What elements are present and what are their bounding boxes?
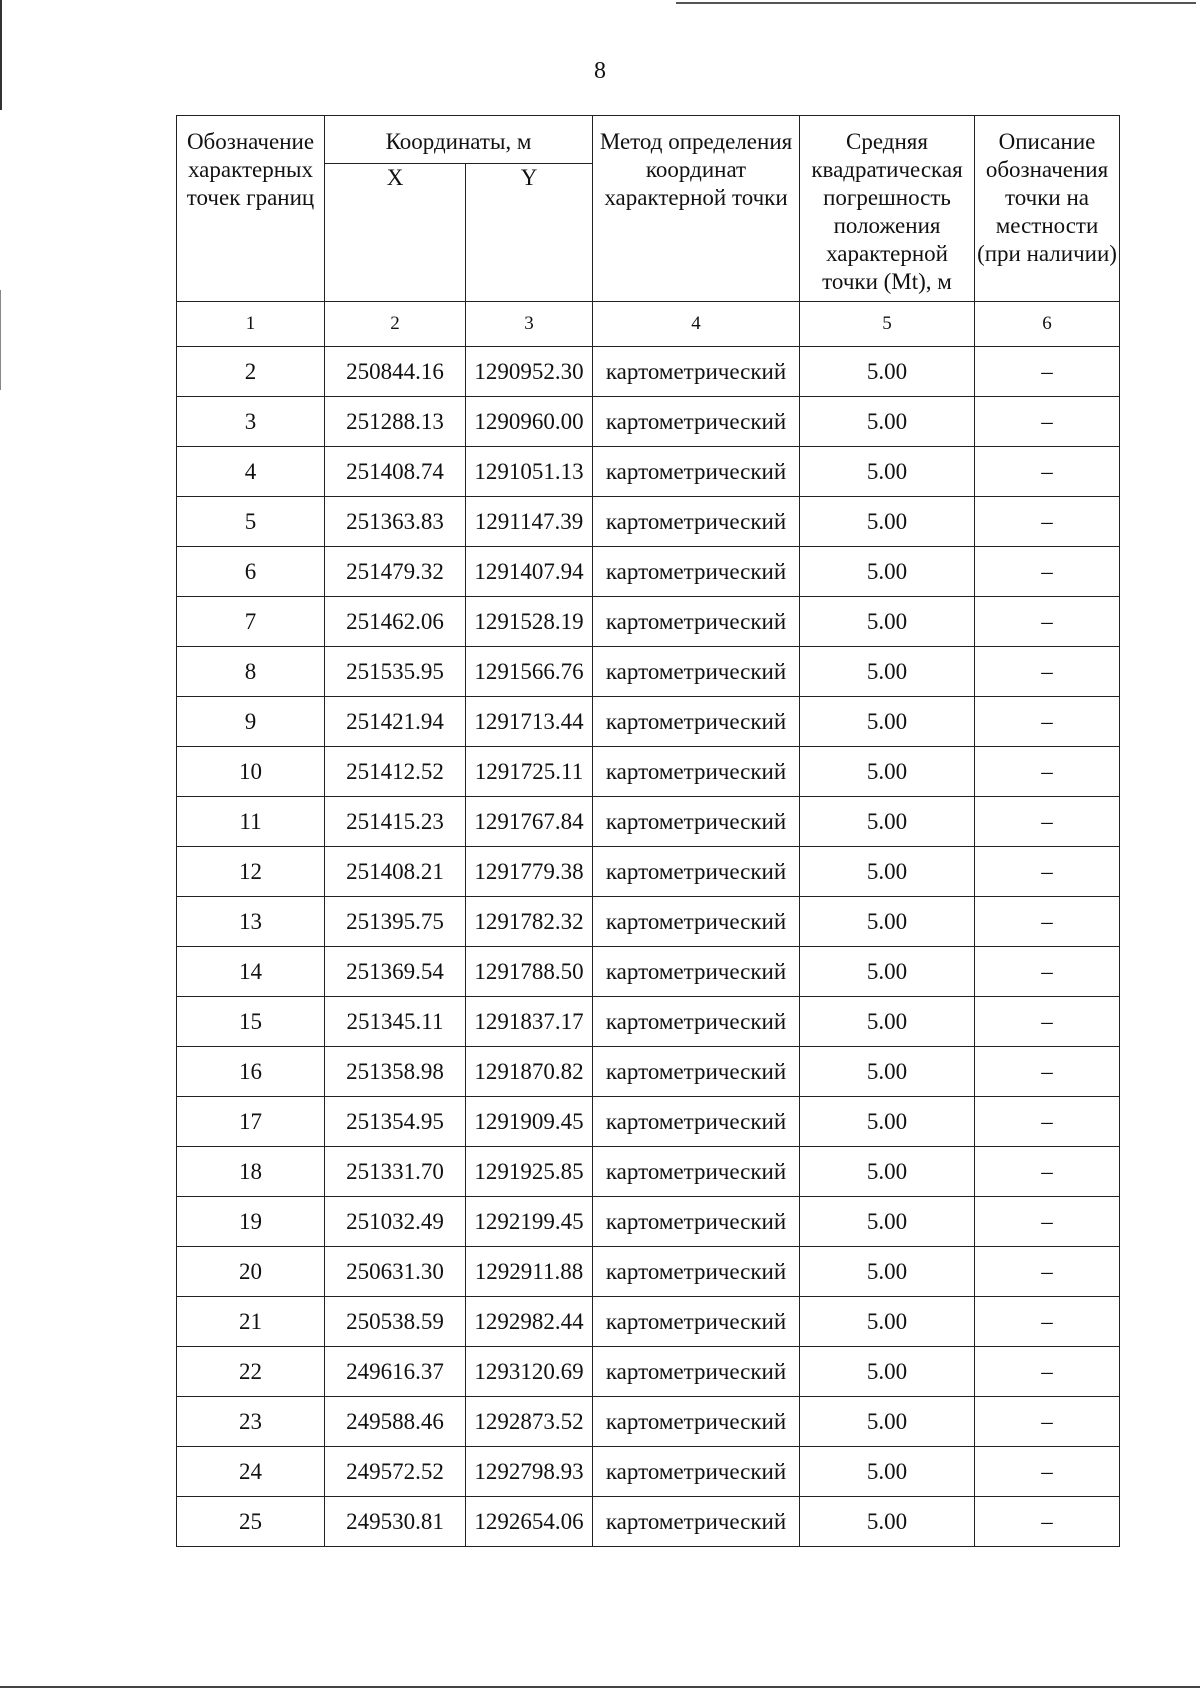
cell-method: картометрический xyxy=(593,647,800,697)
cell-x: 251462.06 xyxy=(325,597,466,647)
cell-point: 25 xyxy=(177,1497,325,1547)
cell-x: 249572.52 xyxy=(325,1447,466,1497)
cell-description: – xyxy=(975,797,1120,847)
cell-description: – xyxy=(975,1297,1120,1347)
cell-method: картометрический xyxy=(593,897,800,947)
cell-mt: 5.00 xyxy=(800,1497,975,1547)
cell-method: картометрический xyxy=(593,1497,800,1547)
cell-mt: 5.00 xyxy=(800,1047,975,1097)
cell-y: 1290960.00 xyxy=(466,397,593,447)
cell-point: 11 xyxy=(177,797,325,847)
cell-method: картометрический xyxy=(593,1247,800,1297)
cell-y: 1291528.19 xyxy=(466,597,593,647)
table-row xyxy=(177,1147,1120,1197)
cell-mt: 5.00 xyxy=(800,1197,975,1247)
cell-point: 12 xyxy=(177,847,325,897)
scan-edge-top xyxy=(676,2,1196,4)
cell-mt: 5.00 xyxy=(800,347,975,397)
table-row xyxy=(177,797,1120,847)
cell-y: 1292911.88 xyxy=(466,1247,593,1297)
table-row xyxy=(177,1097,1120,1147)
cell-description: – xyxy=(975,1447,1120,1497)
cell-mt: 5.00 xyxy=(800,497,975,547)
table-body xyxy=(177,302,1120,1547)
cell-description: – xyxy=(975,497,1120,547)
cell-x: 249616.37 xyxy=(325,1347,466,1397)
cell-mt: 5.00 xyxy=(800,747,975,797)
table-row xyxy=(177,1497,1120,1547)
cell-y: 1292654.06 xyxy=(466,1497,593,1547)
cell-x: 251369.54 xyxy=(325,947,466,997)
cell-x: 251032.49 xyxy=(325,1197,466,1247)
cell-description: – xyxy=(975,997,1120,1047)
cell-description: – xyxy=(975,847,1120,897)
cell-y: 1291925.85 xyxy=(466,1147,593,1197)
cell-y: 1290952.30 xyxy=(466,347,593,397)
cell-point: 18 xyxy=(177,1147,325,1197)
cell-y: 1292873.52 xyxy=(466,1397,593,1447)
cell-method: картометрический xyxy=(593,547,800,597)
cell-point: 20 xyxy=(177,1247,325,1297)
cell-x: 251421.94 xyxy=(325,697,466,747)
table-row xyxy=(177,747,1120,797)
cell-mt: 5.00 xyxy=(800,397,975,447)
cell-x: 251363.83 xyxy=(325,497,466,547)
header-description: Описание обозначения точки на местности (при наличии) xyxy=(975,116,1120,302)
cell-method: картометрический xyxy=(593,847,800,897)
cell-description: – xyxy=(975,1097,1120,1147)
table-row xyxy=(177,697,1120,747)
cell-mt: 5.00 xyxy=(800,897,975,947)
table-row xyxy=(177,1297,1120,1347)
cell-x: 251408.74 xyxy=(325,447,466,497)
cell-point: 7 xyxy=(177,597,325,647)
header-y: Y xyxy=(466,164,593,302)
cell-y: 1291870.82 xyxy=(466,1047,593,1097)
scan-edge-left-lower xyxy=(0,290,1,390)
cell-method: картометрический xyxy=(593,947,800,997)
cell-mt: 5.00 xyxy=(800,947,975,997)
cell-y: 1291713.44 xyxy=(466,697,593,747)
column-number: 5 xyxy=(800,302,975,347)
cell-mt: 5.00 xyxy=(800,1147,975,1197)
cell-point: 19 xyxy=(177,1197,325,1247)
scan-edge-bottom xyxy=(0,1686,1200,1688)
cell-method: картометрический xyxy=(593,1297,800,1347)
cell-y: 1291147.39 xyxy=(466,497,593,547)
cell-point: 15 xyxy=(177,997,325,1047)
cell-point: 9 xyxy=(177,697,325,747)
header-point: Обозначение характерных точек границ xyxy=(177,116,325,302)
cell-mt: 5.00 xyxy=(800,997,975,1047)
cell-point: 22 xyxy=(177,1347,325,1397)
cell-point: 21 xyxy=(177,1297,325,1347)
cell-x: 250844.16 xyxy=(325,347,466,397)
cell-description: – xyxy=(975,747,1120,797)
table-row xyxy=(177,547,1120,597)
cell-method: картометрический xyxy=(593,997,800,1047)
cell-description: – xyxy=(975,397,1120,447)
cell-method: картометрический xyxy=(593,1147,800,1197)
cell-y: 1292798.93 xyxy=(466,1447,593,1497)
cell-x: 251354.95 xyxy=(325,1097,466,1147)
cell-method: картометрический xyxy=(593,1347,800,1397)
cell-y: 1291782.32 xyxy=(466,897,593,947)
cell-description: – xyxy=(975,1047,1120,1097)
cell-x: 251288.13 xyxy=(325,397,466,447)
cell-method: картометрический xyxy=(593,1447,800,1497)
header-method: Метод определения координат характерной точки xyxy=(593,116,800,302)
cell-description: – xyxy=(975,697,1120,747)
column-number: 3 xyxy=(466,302,593,347)
cell-mt: 5.00 xyxy=(800,1397,975,1447)
header-coordinates: Координаты, м xyxy=(325,116,593,164)
cell-mt: 5.00 xyxy=(800,647,975,697)
table-row xyxy=(177,397,1120,447)
cell-y: 1291725.11 xyxy=(466,747,593,797)
cell-point: 24 xyxy=(177,1447,325,1497)
cell-point: 23 xyxy=(177,1397,325,1447)
cell-x: 251408.21 xyxy=(325,847,466,897)
cell-x: 250631.30 xyxy=(325,1247,466,1297)
cell-description: – xyxy=(975,897,1120,947)
cell-mt: 5.00 xyxy=(800,697,975,747)
cell-description: – xyxy=(975,1397,1120,1447)
cell-point: 3 xyxy=(177,397,325,447)
cell-mt: 5.00 xyxy=(800,1447,975,1497)
cell-method: картометрический xyxy=(593,497,800,547)
cell-mt: 5.00 xyxy=(800,597,975,647)
cell-point: 17 xyxy=(177,1097,325,1147)
cell-x: 249588.46 xyxy=(325,1397,466,1447)
cell-mt: 5.00 xyxy=(800,1347,975,1397)
cell-method: картометрический xyxy=(593,597,800,647)
table-row xyxy=(177,647,1120,697)
cell-mt: 5.00 xyxy=(800,547,975,597)
cell-x: 249530.81 xyxy=(325,1497,466,1547)
column-number: 1 xyxy=(177,302,325,347)
cell-point: 16 xyxy=(177,1047,325,1097)
cell-description: – xyxy=(975,1147,1120,1197)
cell-description: – xyxy=(975,597,1120,647)
cell-y: 1291051.13 xyxy=(466,447,593,497)
cell-x: 251331.70 xyxy=(325,1147,466,1197)
cell-mt: 5.00 xyxy=(800,1297,975,1347)
cell-method: картометрический xyxy=(593,697,800,747)
cell-y: 1291837.17 xyxy=(466,997,593,1047)
cell-x: 251345.11 xyxy=(325,997,466,1047)
cell-point: 5 xyxy=(177,497,325,547)
page-number: 8 xyxy=(594,58,606,84)
cell-mt: 5.00 xyxy=(800,1247,975,1297)
cell-mt: 5.00 xyxy=(800,1097,975,1147)
table-row xyxy=(177,897,1120,947)
cell-x: 251395.75 xyxy=(325,897,466,947)
cell-description: – xyxy=(975,647,1120,697)
scan-edge-left xyxy=(0,0,2,110)
cell-y: 1293120.69 xyxy=(466,1347,593,1397)
table-row xyxy=(177,597,1120,647)
table-row xyxy=(177,347,1120,397)
header-row xyxy=(177,116,1120,164)
cell-point: 4 xyxy=(177,447,325,497)
cell-y: 1291767.84 xyxy=(466,797,593,847)
table-row xyxy=(177,1247,1120,1297)
cell-x: 251415.23 xyxy=(325,797,466,847)
table-row xyxy=(177,1197,1120,1247)
column-number: 2 xyxy=(325,302,466,347)
cell-x: 251412.52 xyxy=(325,747,466,797)
column-number: 6 xyxy=(975,302,1120,347)
cell-method: картометрический xyxy=(593,797,800,847)
cell-y: 1292982.44 xyxy=(466,1297,593,1347)
cell-method: картометрический xyxy=(593,1197,800,1247)
cell-mt: 5.00 xyxy=(800,797,975,847)
cell-method: картометрический xyxy=(593,1397,800,1447)
cell-y: 1291566.76 xyxy=(466,647,593,697)
coordinates-table xyxy=(176,115,1120,1547)
cell-description: – xyxy=(975,347,1120,397)
cell-y: 1291779.38 xyxy=(466,847,593,897)
header-x: X xyxy=(325,164,466,302)
cell-description: – xyxy=(975,1497,1120,1547)
table-row xyxy=(177,1447,1120,1497)
cell-method: картометрический xyxy=(593,1047,800,1097)
table-row xyxy=(177,1397,1120,1447)
cell-y: 1292199.45 xyxy=(466,1197,593,1247)
table-row xyxy=(177,847,1120,897)
header-error: Средняя квадратическая погрешность положения характерной точки (Mt), м xyxy=(800,116,975,302)
table-row xyxy=(177,997,1120,1047)
cell-x: 251479.32 xyxy=(325,547,466,597)
column-number: 4 xyxy=(593,302,800,347)
table-row xyxy=(177,1347,1120,1397)
cell-method: картометрический xyxy=(593,747,800,797)
cell-mt: 5.00 xyxy=(800,847,975,897)
cell-point: 10 xyxy=(177,747,325,797)
cell-method: картометрический xyxy=(593,397,800,447)
cell-mt: 5.00 xyxy=(800,447,975,497)
cell-method: картометрический xyxy=(593,447,800,497)
cell-point: 13 xyxy=(177,897,325,947)
column-number-row xyxy=(177,302,1120,347)
cell-description: – xyxy=(975,1197,1120,1247)
cell-point: 6 xyxy=(177,547,325,597)
cell-y: 1291407.94 xyxy=(466,547,593,597)
cell-point: 14 xyxy=(177,947,325,997)
cell-description: – xyxy=(975,547,1120,597)
table-row xyxy=(177,947,1120,997)
cell-point: 2 xyxy=(177,347,325,397)
cell-y: 1291909.45 xyxy=(466,1097,593,1147)
cell-description: – xyxy=(975,447,1120,497)
cell-x: 251358.98 xyxy=(325,1047,466,1097)
cell-method: картометрический xyxy=(593,1097,800,1147)
cell-description: – xyxy=(975,1347,1120,1397)
cell-y: 1291788.50 xyxy=(466,947,593,997)
table-row xyxy=(177,1047,1120,1097)
cell-description: – xyxy=(975,1247,1120,1297)
cell-point: 8 xyxy=(177,647,325,697)
cell-method: картометрический xyxy=(593,347,800,397)
cell-description: – xyxy=(975,947,1120,997)
cell-x: 250538.59 xyxy=(325,1297,466,1347)
table-row xyxy=(177,447,1120,497)
table-row xyxy=(177,497,1120,547)
cell-x: 251535.95 xyxy=(325,647,466,697)
